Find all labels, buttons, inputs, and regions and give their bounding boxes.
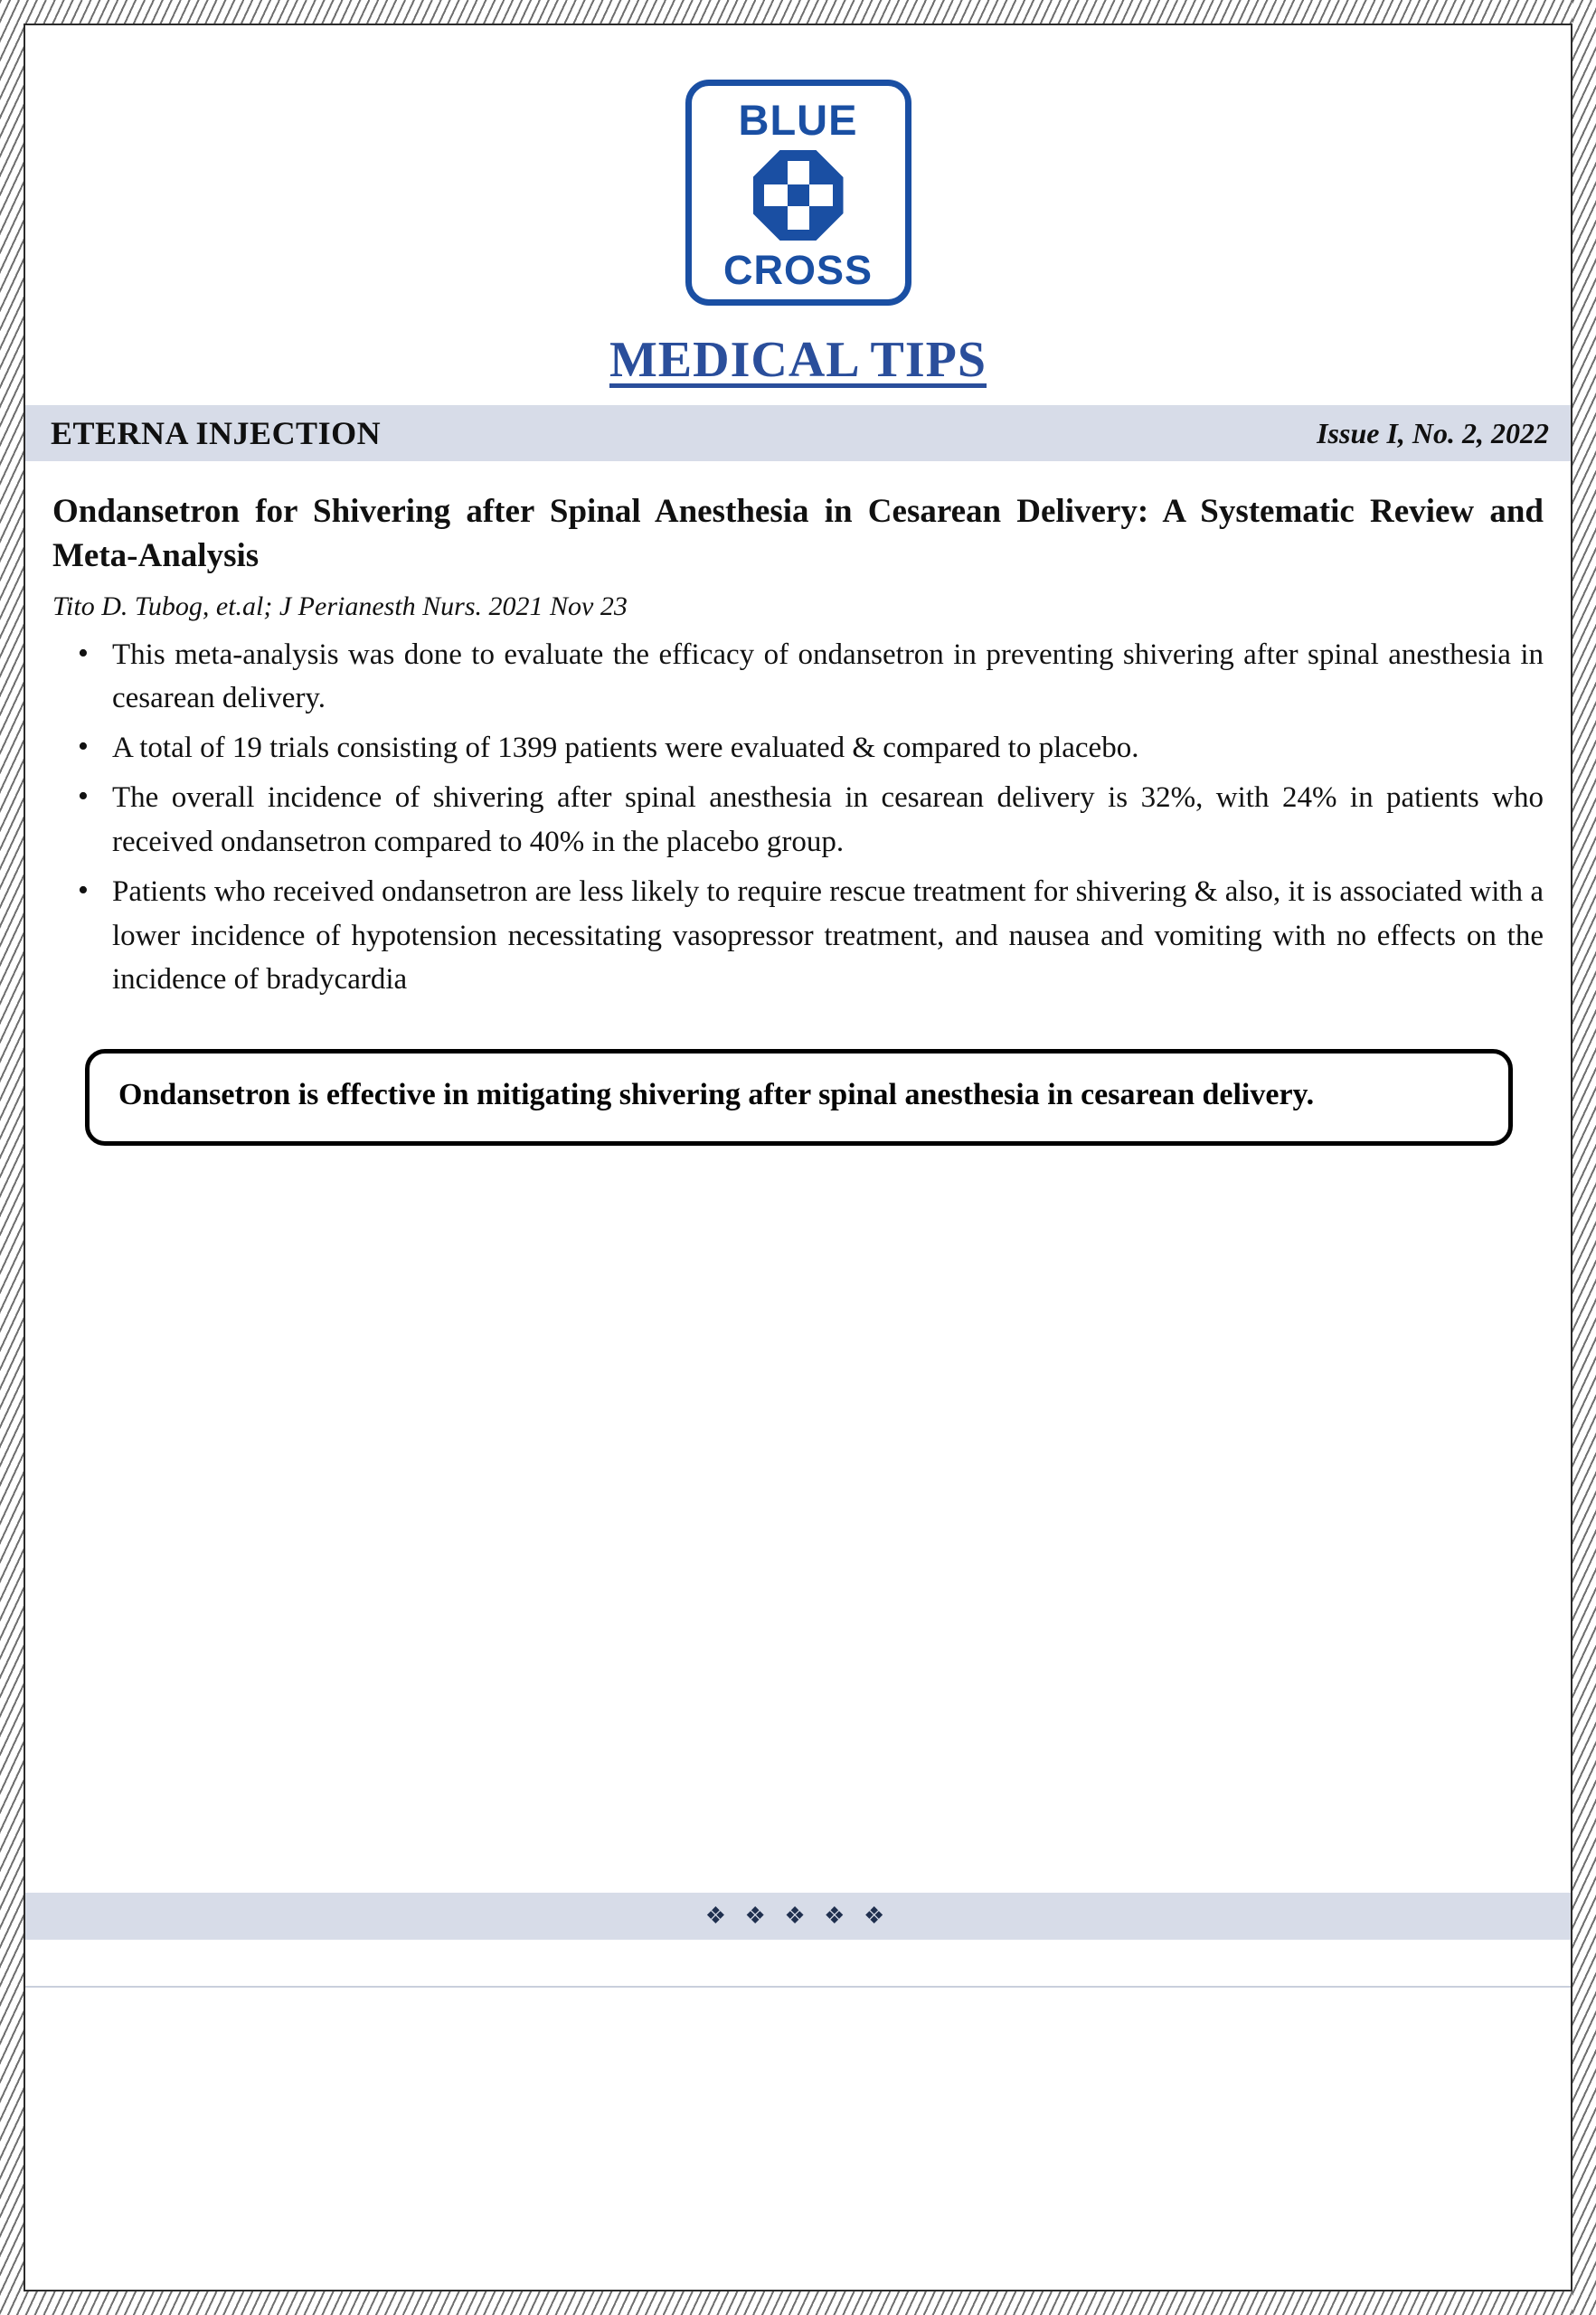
frame-band-top: [0, 0, 1596, 24]
logo-word-bottom: CROSS: [722, 247, 874, 293]
header-product-name: ETERNA INJECTION: [51, 415, 382, 451]
list-item: • Patients who received ondansetron are less likely to require rescue treatment for shivering & also, it is associated with a lower incidence of hypotension necessitating vasopressor treatment, and nausea and vomiting with no effects on the incidence of bradycardia: [52, 870, 1544, 1002]
document-content: [25, 25, 1571, 2290]
article-title: Ondansetron for Shivering after Spinal Anesthesia in Cesarean Delivery: A Systematic Review and Meta-Analysis: [52, 493, 1544, 574]
frame-band-bottom: [0, 2291, 1596, 2315]
page-title: MEDICAL TIPS: [609, 332, 987, 388]
frame-band-left: [0, 0, 24, 2315]
header-bar: [25, 405, 1571, 461]
blue-cross-logo: [685, 80, 911, 306]
list-item: • A total of 19 trials consisting of 1399 patients were evaluated & compared to placebo.: [52, 726, 1544, 770]
header-issue-label: Issue I, No. 2, 2022: [1317, 416, 1549, 449]
article-bullet-list: [52, 633, 1544, 1003]
list-item: • The overall incidence of shivering after spinal anesthesia in cesarean delivery is 32%, with 24% in patients who received ondansetron compared to 40% in the placebo group.: [52, 776, 1544, 865]
logo-container: [25, 25, 1571, 306]
article-citation: Tito D. Tubog, et.al; J Perianesth Nurs. 2021 Nov 23: [52, 591, 628, 621]
footer-divider: [25, 1986, 1571, 1988]
footer-ornament-icon: ❖ ❖ ❖ ❖ ❖: [704, 1903, 892, 1929]
conclusion-box: [85, 1049, 1513, 1145]
article-body: [25, 461, 1571, 1146]
blue-cross-octagon-icon: [753, 150, 844, 241]
conclusion-text: Ondansetron is effective in mitigating shivering after spinal anesthesia in cesarean delivery.: [118, 1078, 1315, 1112]
frame-band-right: [1572, 0, 1596, 2315]
footer-bar: [25, 1893, 1571, 1940]
logo-word-top: BLUE: [738, 96, 858, 144]
list-item: • This meta-analysis was done to evaluate the efficacy of ondansetron in preventing shivering after spinal anesthesia in cesarean delivery.: [52, 633, 1544, 722]
